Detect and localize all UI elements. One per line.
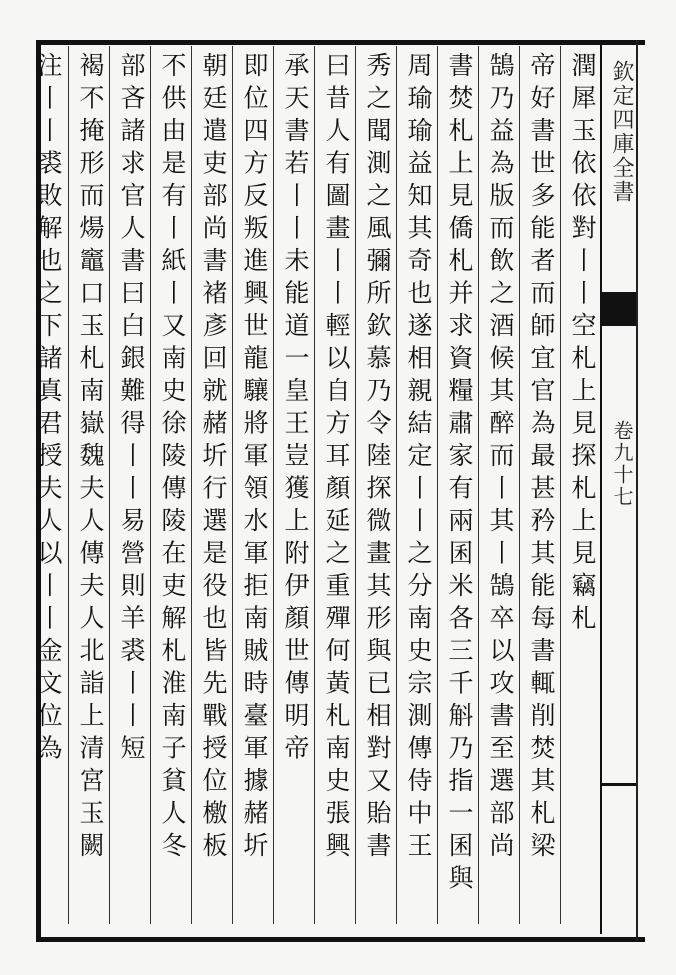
text-column-1: 潤犀玉依依對丨丨空札上見探札上見竊札 bbox=[568, 52, 597, 637]
text-column-9: 即位四方反叛進興世龍驤將軍領水軍拒南賊時臺軍據赭圻 bbox=[240, 52, 269, 865]
text-column-5: 周瑜瑜益知其奇也遂相親結定丨丨之分南史宗測傳侍中王 bbox=[404, 52, 433, 865]
text-column-14: 注丨丨裘敗解也之下諸真君授夫人以丨丨金文位為 bbox=[34, 52, 63, 767]
text-column-10: 朝廷遣吏部尚書褚彥回就赭圻行選是役也皆先戰授位檄板 bbox=[199, 52, 228, 865]
column-rule bbox=[68, 46, 69, 924]
text-column-7: 曰昔人有圖畫丨丨輕以自方耳顏延之重殫何黃札南史張興 bbox=[322, 52, 351, 865]
fish-tail-rule bbox=[600, 783, 636, 786]
text-column-2: 帝好書世多能者而師宜官為最甚矜其能每書輒削焚其札梁 bbox=[527, 52, 556, 865]
volume-number: 卷九十七 bbox=[610, 420, 634, 508]
text-column-6: 秀之聞測之風彌所欽慕乃令陸探微畫其形與已相對又貽書 bbox=[363, 52, 392, 865]
text-column-11: 不供由是有丨紙丨又南史徐陵傳陵在吏解札淮南子貧人冬 bbox=[158, 52, 187, 865]
text-column-13: 褐不掩形而煬竈口玉札南嶽魏夫人傳夫人北詣上清宮玉闕 bbox=[76, 52, 105, 865]
text-column-4: 書焚札上見僑札并求資糧肅家有兩囷米各三千斛乃指一囷與 bbox=[445, 52, 474, 897]
text-column-12: 部吝諸求官人書曰白銀難得丨丨易營則羊裘丨丨短 bbox=[117, 52, 146, 767]
text-column-8: 承天書若丨丨未能道一皇王豈獲上附伊顏世傳明帝 bbox=[281, 52, 310, 767]
text-column-3: 鵠乃益為版而飲之酒候其醉而丨其丨鵠卒以攻書至選部尚 bbox=[486, 52, 515, 865]
fish-tail-mark bbox=[600, 292, 636, 326]
book-title: 欽定四庫全書 bbox=[609, 60, 634, 204]
